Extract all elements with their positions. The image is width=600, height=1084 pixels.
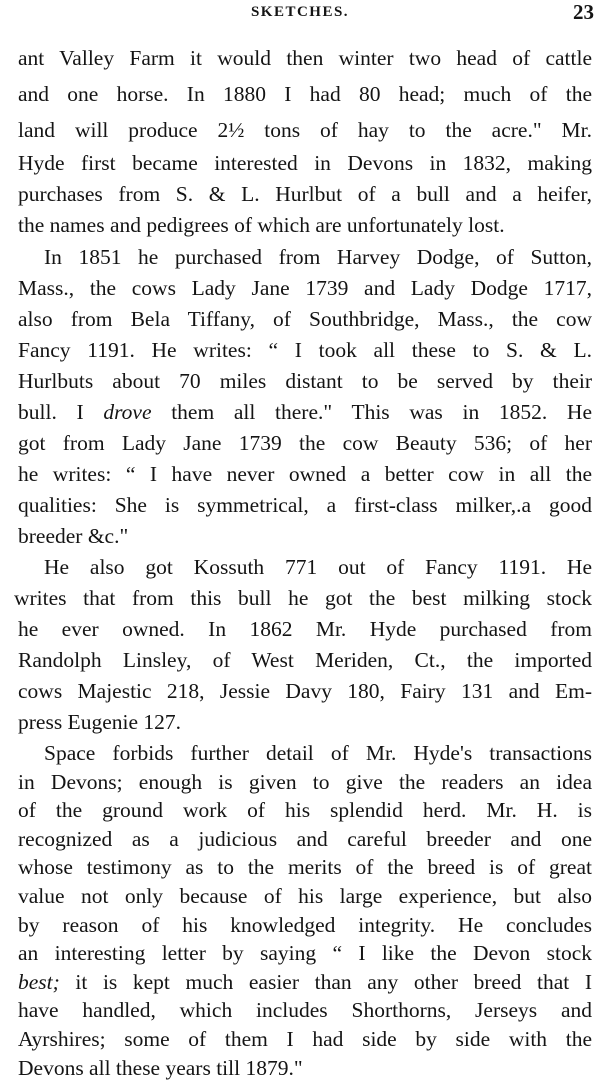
- text-line: purchases from S. & L. Hurlbut of a bull and a heifer,: [18, 182, 592, 206]
- text-line: Ayrshires; some of them I had side by side with the: [18, 1027, 592, 1051]
- text-line: whose testimony as to the merits of the breed is of great: [18, 855, 592, 880]
- text-line: writes that from this bull he got the best milking stock: [14, 586, 592, 610]
- text-line: the names and pedigrees of which are unfortunately lost.: [18, 213, 505, 237]
- running-head-title: SKETCHES.: [250, 4, 350, 20]
- text-line: Fancy 1191. He writes: “ I took all these to S. & L.: [18, 338, 592, 362]
- text-line: by reason of his knowledged integrity. He concludes: [18, 912, 592, 937]
- text-line: and one horse. In 1880 I had 80 head; much of the: [18, 82, 592, 106]
- text-line: land will produce 2½ tons of hay to the acre." Mr.: [18, 118, 592, 142]
- text-line: he writes: “ I have never owned a better cow in all the: [18, 462, 592, 486]
- text-line: Randolph Linsley, of West Meriden, Ct., the imported: [18, 648, 592, 672]
- paragraph-first-line: In 1851 he purchased from Harvey Dodge, of Sutton,: [44, 245, 592, 269]
- text-line: an interesting letter by saying “ I like the Devon stock: [18, 941, 592, 966]
- paragraph-first-line: Space forbids further detail of Mr. Hyde's transactions: [44, 741, 592, 765]
- text-line: recognized as a judicious and careful breeder and one: [18, 826, 592, 851]
- text-line: in Devons; enough is given to give the readers an idea: [18, 769, 592, 794]
- text-line: breeder &c.": [18, 524, 129, 548]
- text-line: [18, 966, 592, 998]
- text-line: press Eugenie 127.: [18, 710, 182, 734]
- text-line: Hurlbuts about 70 miles distant to be served by their: [18, 369, 592, 393]
- text-run: bull. I: [18, 400, 84, 424]
- italic-word: drove: [103, 400, 152, 424]
- text-line: also from Bela Tiffany, of Southbridge, Mass., the cow: [18, 307, 592, 331]
- text-line: have handled, which includes Shorthorns, Jerseys and: [18, 998, 592, 1023]
- text-line: qualities: She is symmetrical, a first-class milker,.a good: [18, 493, 592, 517]
- paragraph-first-line: He also got Kossuth 771 out of Fancy 1191. He: [44, 555, 592, 579]
- text-line: ant Valley Farm it would then winter two head of cattle: [18, 46, 592, 70]
- text-line: Mass., the cows Lady Jane 1739 and Lady Dodge 1717,: [18, 276, 592, 300]
- text-line: he ever owned. In 1862 Mr. Hyde purchased from: [18, 617, 592, 641]
- text-line: value not only because of his large experience, but also: [18, 884, 592, 908]
- text-run: it is kept much easier than any other breed that I: [59, 969, 592, 994]
- page-number: 23: [573, 0, 594, 24]
- text-run: them all there." This was in 1852. He: [151, 400, 593, 424]
- italic-word: best;: [18, 969, 60, 994]
- text-line: cows Majestic 218, Jessie Davy 180, Fairy 131 and Em-: [18, 679, 592, 703]
- text-line: Hyde first became interested in Devons in 1832, making: [18, 151, 592, 175]
- running-head: [0, 2, 600, 26]
- text-line: Devons all these years till 1879.": [18, 1055, 303, 1080]
- text-line: of the ground work of his splendid herd. Mr. H. is: [18, 798, 592, 823]
- text-line: [18, 396, 592, 428]
- text-line: got from Lady Jane 1739 the cow Beauty 536; of her: [18, 431, 592, 455]
